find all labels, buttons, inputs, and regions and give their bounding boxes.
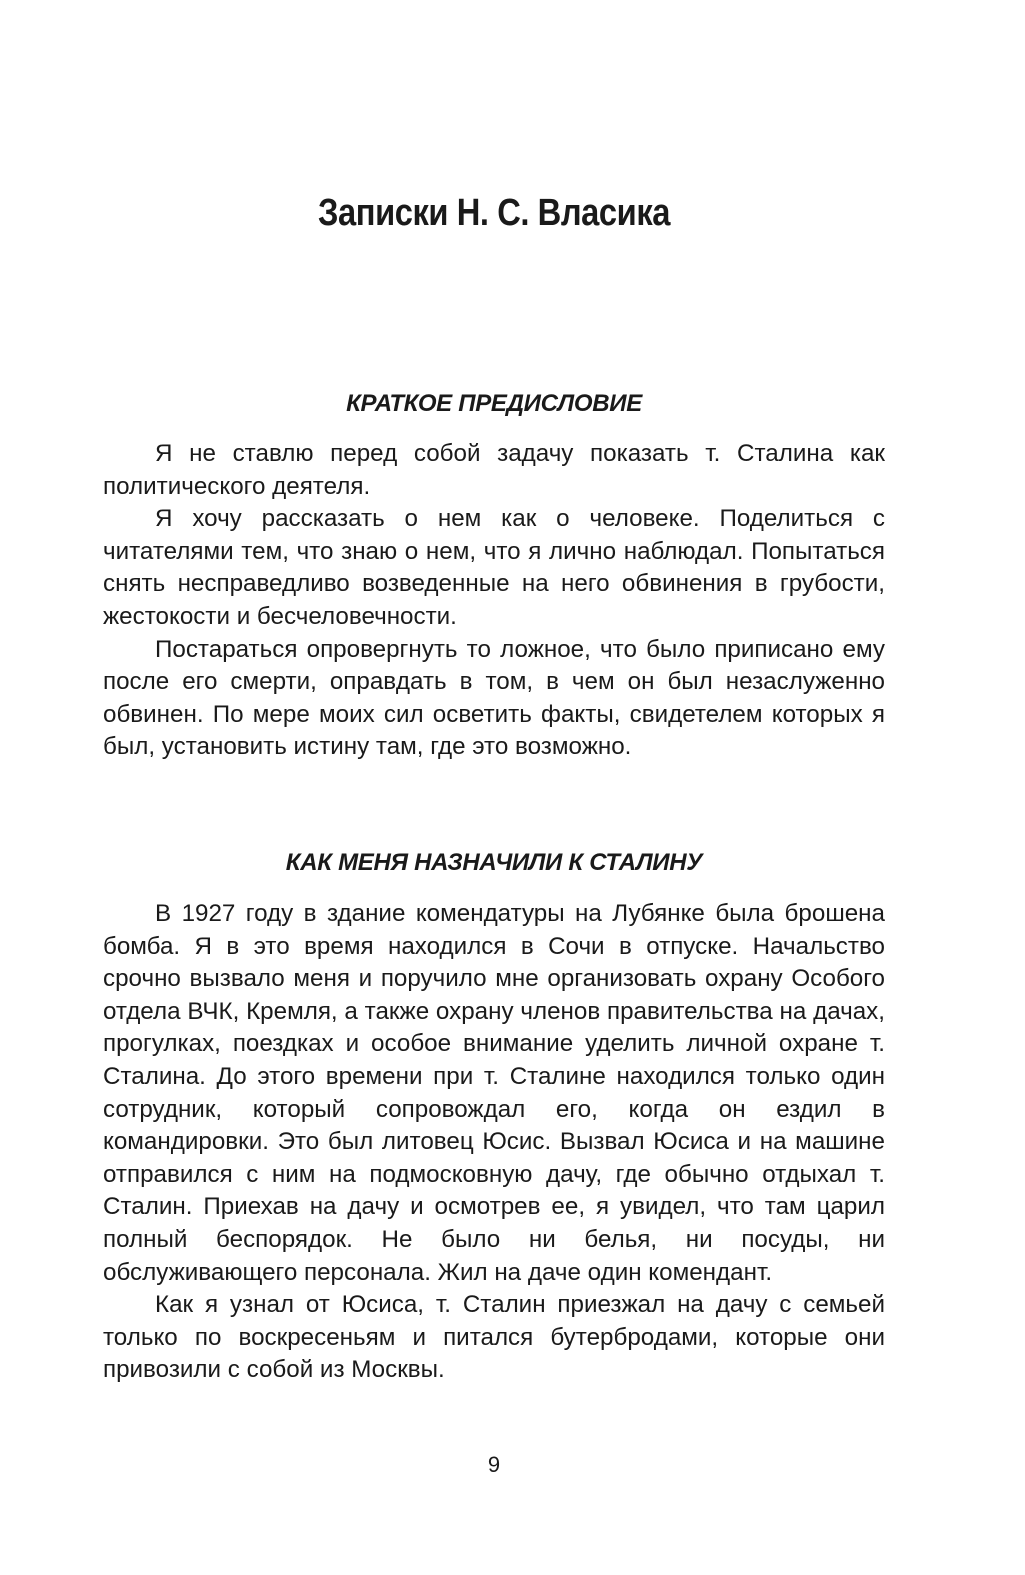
paragraph: Я хочу рассказать о нем как о человеке. Поделиться с читателями тем, что знаю о нем, что я лично наблюдал. Попытаться снять несправедливо возведенные на него обвинения в грубости, жестокости и бесчеловечности. xyxy=(103,505,885,630)
paragraph: Постараться опровергнуть то ложное, что было приписано ему после его смерти, оправдать в том, в чем он был незаслуженно обвинен. По мере моих сил осветить факты, свидетелем которых я был, установить истину там, где это возможно. xyxy=(103,635,885,761)
paragraph: В 1927 году в здание комендатуры на Лубянке была брошена бомба. Я в это время находился в Сочи в отпуске. Начальство срочно вызвало меня и поручило мне организовать охрану Особого отдела ВЧК, Кремля, а также охрану членов правительства на дачах, прогулках, поездках и особое внимание уделить личной охране т. Сталина. До этого времени при т. Сталине находился только один сотрудник, который сопровождал его, когда он ездил в командировки. Это был литовец Юсис. Вызвал Юсиса и на машине отправился с ним на подмосковную дачу, где обычно отдыхал т. Сталин. Приехав на дачу и осмотрев ее, я увидел, что там царил полный беспорядок. Не было ни белья, ни посуды, ни обслуживающего персонала. Жил на даче один комендант. xyxy=(103,900,885,1286)
section-body-appointment xyxy=(103,898,885,1387)
page-number: 9 xyxy=(487,1452,501,1477)
book-page xyxy=(103,0,885,1575)
section-body-preface xyxy=(103,438,885,764)
paragraph: Я не ставлю перед собой задачу показать т. Сталина как политического деятеля. xyxy=(103,440,885,500)
paragraph: Как я узнал от Юсиса, т. Сталин приезжал на дачу с семьей только по воскресеньям и питался бутербродами, которые они привозили с собой из Москвы. xyxy=(103,1291,885,1384)
section-heading-preface: КРАТКОЕ ПРЕДИСЛОВИЕ xyxy=(346,390,642,417)
page-title: Записки Н. С. Власика xyxy=(317,192,671,234)
section-heading-appointment: КАК МЕНЯ НАЗНАЧИЛИ К СТАЛИНУ xyxy=(285,849,703,876)
